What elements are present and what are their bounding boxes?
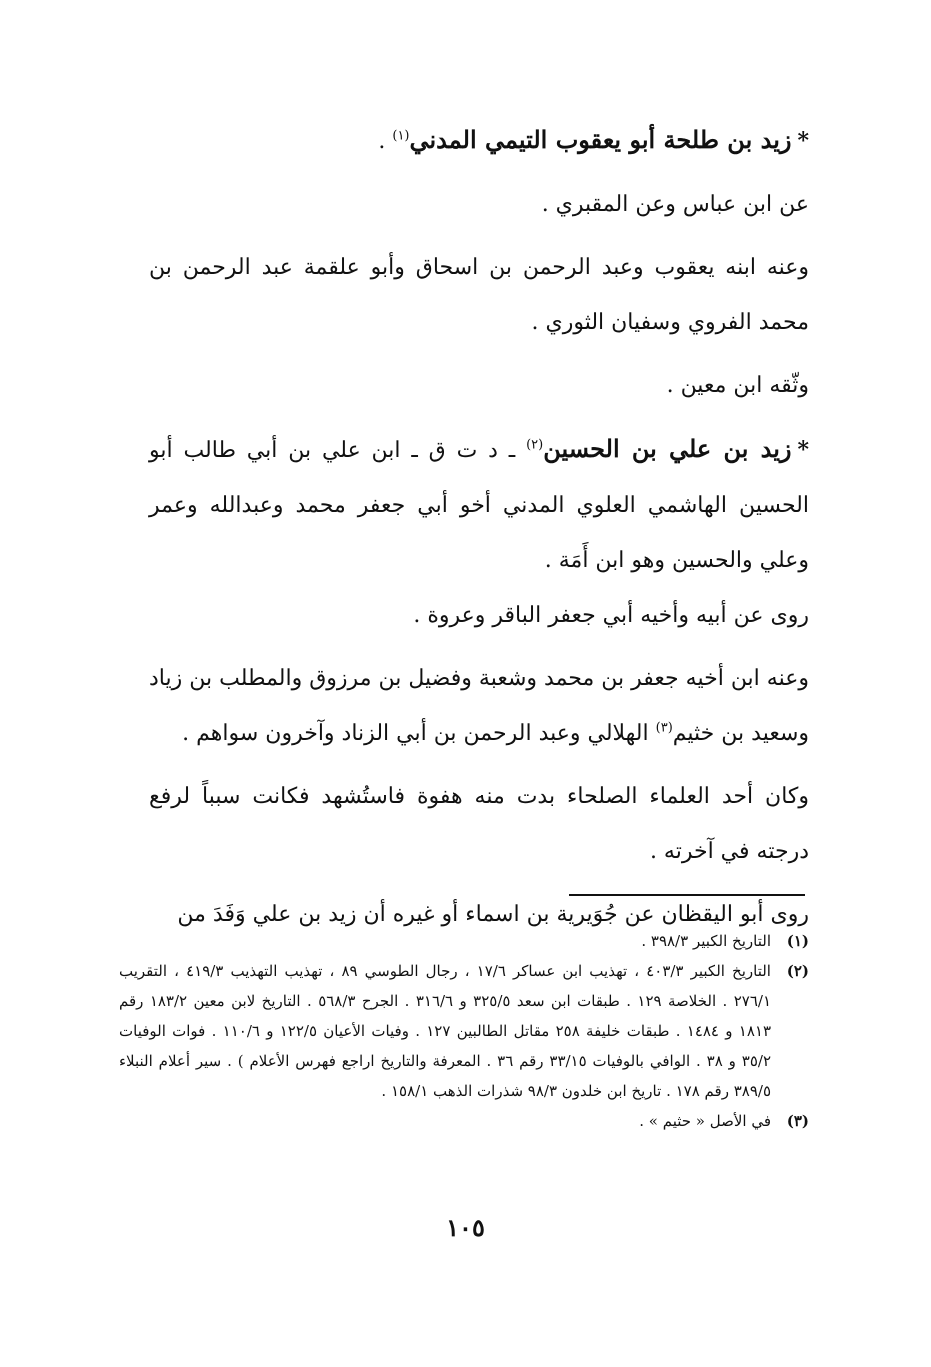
entry-heading-zayd-ibn-talha [149, 112, 809, 169]
entry-title: زيد بن طلحة أبو يعقوب التيمي المدني [409, 125, 792, 154]
entry-heading-zayd-ibn-ali [149, 421, 809, 588]
footnotes [119, 926, 809, 1136]
paragraph [149, 651, 809, 761]
entry-description: ـ د ت ق ـ ابن علي بن أبي طالب أبو الحسين الهاشمي العلوي المدني أخو أبي جعفر محمد وعبدالله وعمر وعلي والحسين وهو ابن أَمَة . [149, 438, 809, 573]
footnote-text: في الأصل « حثيم » . [639, 1112, 771, 1130]
footnote-2 [119, 956, 809, 1106]
entry-marker: * [797, 437, 809, 463]
paragraph: وكان أحد العلماء الصلحاء بدت منه هفوة فاستُشهد فكانت سبباً لرفع درجته في آخرته . [149, 784, 809, 864]
footnote-divider [569, 894, 805, 896]
footnote-number: (٢) [786, 962, 809, 980]
main-text [149, 112, 809, 950]
footnote-number: (٣) [786, 1112, 809, 1130]
entry-marker: * [797, 128, 809, 154]
footnote-1 [119, 926, 809, 956]
footnote-3 [119, 1106, 809, 1136]
paragraph: وعنه ابنه يعقوب وعبد الرحمن بن اسحاق وأبو علقمة عبد الرحمن بن محمد الفروي وسفيان الثوري . [149, 255, 809, 335]
footnote-text: التاريخ الكبير ٤٠٣/٣ ، تهذيب ابن عساكر ١٧/٦ ، رجال الطوسي ٨٩ ، تهذيب التهذيب ٤١٩/٣ ، التقريب ٢٧٦/١ . الخلاصة ١٢٩ . طبقات ابن سعد ٣٢٥/٥ و ٣١٦/٦ . الجرح ٥٦٨/٣ . التاريخ لابن معين ١٨٣/٢ رقم ١٨١٣ و ١٤٨٤ . طبقات خليفة ٢٥٨ مقاتل الطالبين ١٢٧ . وفيات الأعيان ١٢٢/٥ و ١١٠/٦ . فوات الوفيات ٣٥/٢ و ٣٨ . الوافي بالوفيات ٣٣/١٥ رقم ٣٦ . المعرفة والتاريخ اراجع فهرس الأعلام ) . سير أعلام النبلاء ٣٨٩/٥ رقم ١٧٨ . تاريخ ابن خلدون ٩٨/٣ شذرات الذهب ١٥٨/١ . [119, 962, 772, 1100]
paragraph: عن ابن عباس وعن المقبري . [541, 192, 809, 217]
paragraph-part: وعنه ابن أخيه جعفر بن محمد وشعبة وفضيل بن مرزوق والمطلب بن زياد وسعيد بن خثيم [149, 666, 809, 746]
entry-title: زيد بن علي بن الحسين [543, 434, 792, 463]
footnote-ref-3: (٣) [655, 720, 673, 736]
paragraph: روى عن أبيه وأخيه أبي جعفر الباقر وعروة . [413, 603, 809, 628]
page-number: ١٠٥ [446, 1213, 485, 1242]
footnote-ref-1: (١) [392, 128, 410, 144]
title-end: . [378, 129, 393, 154]
paragraph: روى أبو اليقظان عن جُوَيرية بن اسماء أو غيره أن زيد بن علي وَفَدَ من [177, 902, 809, 927]
footnote-ref-2: (٢) [526, 437, 544, 453]
footnote-text: التاريخ الكبير ٣٩٨/٣ . [641, 932, 771, 950]
footnote-number: (١) [786, 932, 809, 950]
paragraph-part: الهلالي وعبد الرحمن بن أبي الزناد وآخرون سواهم . [182, 721, 656, 746]
paragraph: وثّقه ابن معين . [666, 373, 809, 398]
